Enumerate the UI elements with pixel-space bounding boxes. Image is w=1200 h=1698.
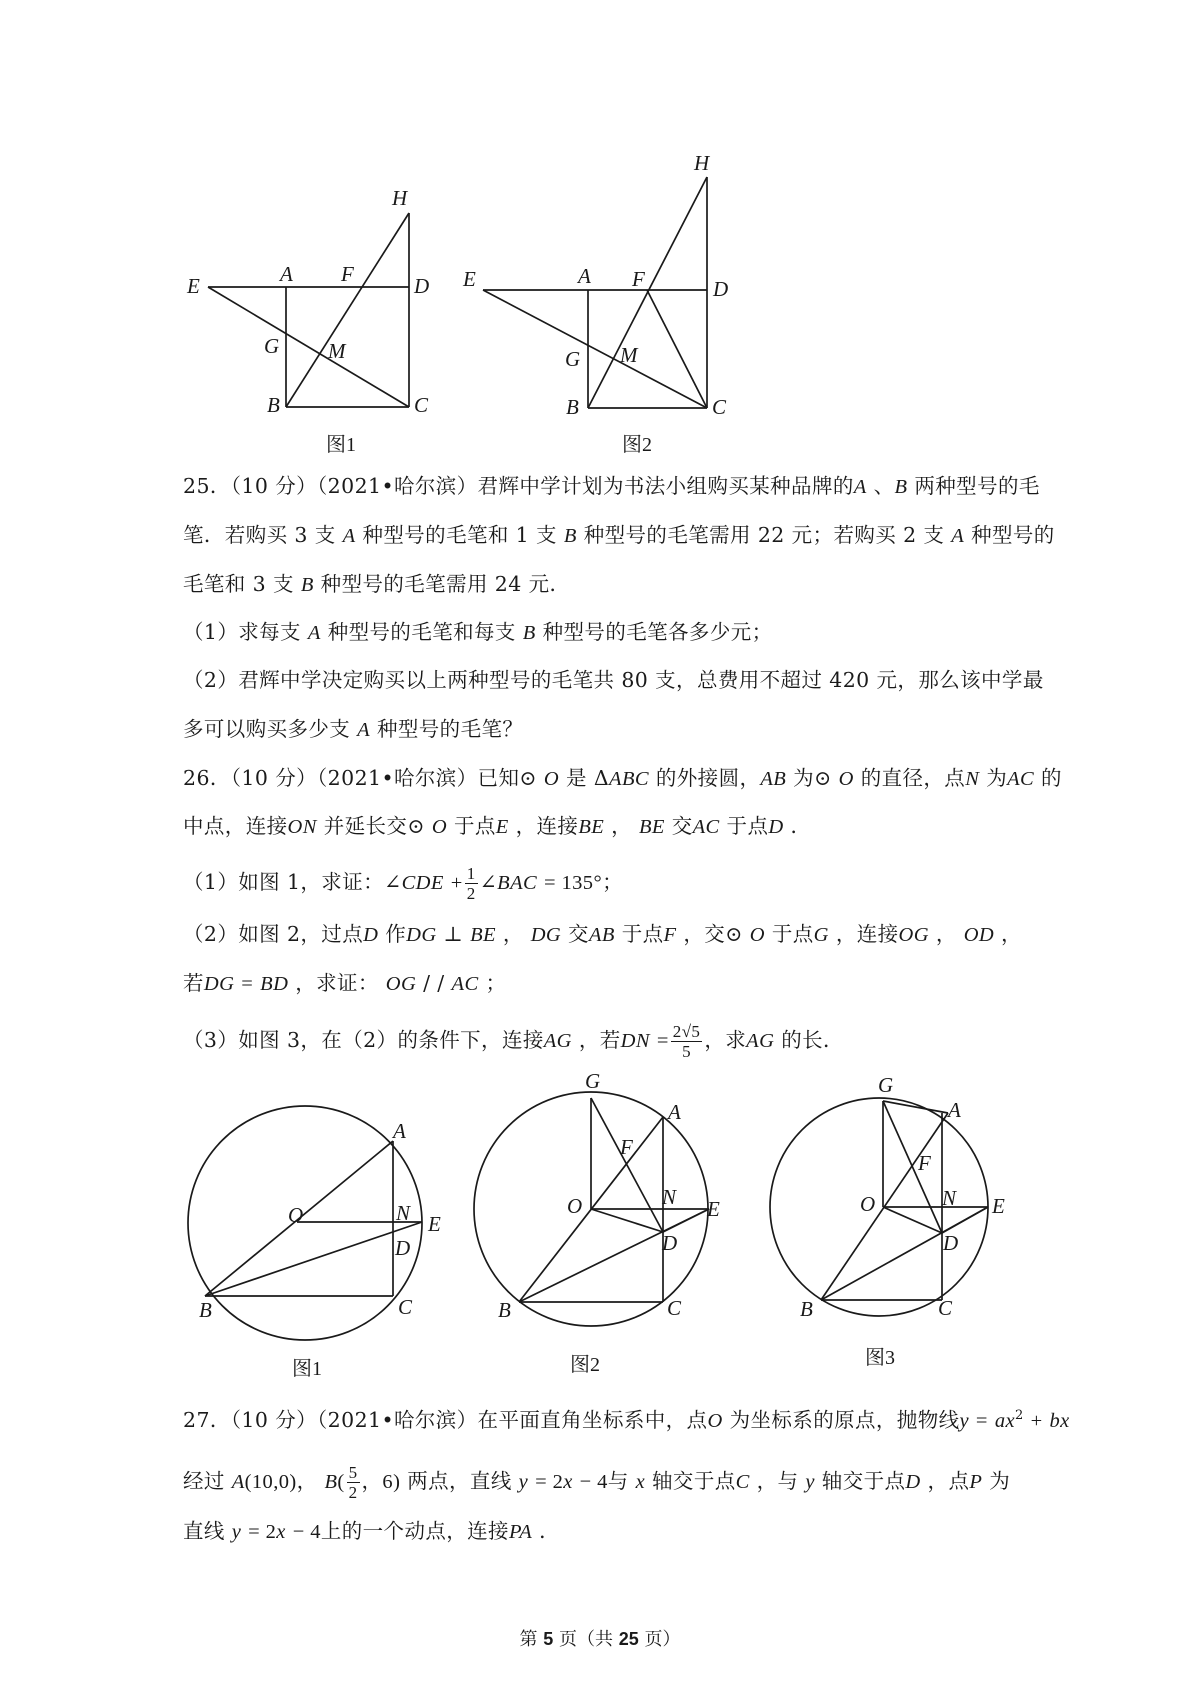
q25-line-2: 笔．若购买 3 支 A 种型号的毛笔和 1 支 B 种型号的毛笔需用 22 元；若购买 2 支 A 种型号的 [183, 523, 1055, 547]
label-O: O [860, 1192, 876, 1216]
figure-1-caption: 图1 [326, 434, 356, 456]
q26-part-2: （2）如图 2，过点D 作DG ⊥ BE ， DG 交AB 于点F ，交⊙ O 于点G ，连接OG ， OD ， [183, 922, 1022, 946]
label-E: E [428, 1212, 441, 1236]
label-D: D [713, 277, 729, 301]
q25-part-1: （1）求每支 A 种型号的毛笔和每支 B 种型号的毛笔各多少元； [183, 620, 773, 644]
circle-figure-3-caption: 图3 [865, 1347, 895, 1369]
label-A: A [668, 1100, 681, 1124]
label-C: C [414, 393, 429, 417]
label-C: C [712, 395, 727, 419]
label-E: E [707, 1197, 720, 1221]
label-M: M [328, 339, 346, 363]
q27-line-1: 27．（10 分）（2021•哈尔滨）在平面直角坐标系中，点O 为坐标系的原点，抛物线$y = ax^2$ + bx [183, 1407, 1070, 1432]
label-D: D [943, 1231, 959, 1255]
current-page-number: 5 [543, 1629, 554, 1649]
q27-line-3: 直线 y = 2x − 4上的一个动点，连接PA ． [183, 1519, 560, 1543]
label-O: O [567, 1194, 583, 1218]
label-E: E [187, 274, 200, 298]
figure-2-top [462, 151, 728, 456]
label-F: F [918, 1151, 931, 1175]
label-A: A [393, 1119, 406, 1143]
label-C: C [398, 1295, 413, 1319]
q27-line-2: 经过 A(10,0)， B( $\frac{5}{2}$ ，6) 两点，直线 y = 2x − 4与 x 轴交于点C ，与 y 轴交于点D ，点P 为 [183, 1463, 1011, 1502]
q25-part-2-cont: 多可以购买多少支 A 种型号的毛笔？ [183, 717, 524, 741]
label-B: B [566, 395, 579, 419]
label-A: A [280, 262, 293, 286]
label-G: G [878, 1073, 894, 1097]
label-H: H [694, 151, 710, 175]
q25-line-3: 毛笔和 3 支 B 种型号的毛笔需用 24 元． [183, 572, 571, 596]
label-D: D [662, 1231, 678, 1255]
label-E: E [992, 1194, 1005, 1218]
circle-figure-1 [188, 1106, 441, 1380]
label-O: O [288, 1203, 304, 1227]
circle-figure-2-caption: 图2 [570, 1354, 600, 1376]
circle-figure-3 [770, 1073, 1005, 1369]
label-F: F [632, 267, 645, 291]
label-G: G [264, 334, 280, 358]
label-A: A [948, 1098, 961, 1122]
label-D: D [414, 274, 430, 298]
label-F: F [341, 262, 354, 286]
q26-part-2-cont: 若DG = BD ，求证： OG / / AC ； [183, 971, 507, 995]
q26-line-2: 中点，连接ON 并延长交⊙ O 于点E ，连接BE ， BE 交AC 于点D ． [183, 814, 812, 838]
label-B: B [199, 1298, 212, 1322]
label-N: N [662, 1185, 677, 1209]
label-B: B [800, 1297, 813, 1321]
circle-figure-2 [474, 1069, 720, 1376]
page-footer: 第 5 页（共 25 页） [519, 1629, 681, 1650]
label-E: E [463, 267, 476, 291]
q26-part-1: （1）如图 1，求证：∠CDE + $\frac{1}{2}$ ∠BAC = 135°； [183, 864, 623, 903]
total-pages: 25 [618, 1629, 639, 1649]
label-M: M [620, 343, 638, 367]
q26-line-1: 26．（10 分）（2021•哈尔滨）已知⊙ O 是 ΔABC 的外接圆，AB 为⊙ O 的直径，点N 为AC 的 [183, 766, 1062, 790]
label-N: N [396, 1201, 411, 1225]
label-C: C [938, 1296, 953, 1320]
label-G: G [585, 1069, 601, 1093]
label-N: N [942, 1186, 957, 1210]
label-H: H [392, 186, 408, 210]
label-B: B [498, 1298, 511, 1322]
label-D: D [395, 1236, 411, 1260]
label-B: B [267, 393, 280, 417]
figure-1-top [186, 186, 429, 456]
q25-line-1: 25．（10 分）（2021•哈尔滨）君辉中学计划为书法小组购买某种品牌的A 、B 两种型号的毛 [183, 474, 1040, 498]
label-A: A [578, 264, 591, 288]
figure-2-caption: 图2 [622, 434, 652, 456]
q26-part-3: （3）如图 3，在（2）的条件下，连接AG ，若DN = $\frac{2√5}{5}$ ，求AG 的长． [183, 1022, 844, 1061]
label-G: G [565, 347, 581, 371]
label-C: C [667, 1296, 682, 1320]
label-F: F [620, 1135, 633, 1159]
q25-part-2: （2）君辉中学决定购买以上两种型号的毛笔共 80 支，总费用不超过 420 元，那么该中学最 [183, 668, 1044, 692]
circle-figure-1-caption: 图1 [292, 1358, 322, 1380]
